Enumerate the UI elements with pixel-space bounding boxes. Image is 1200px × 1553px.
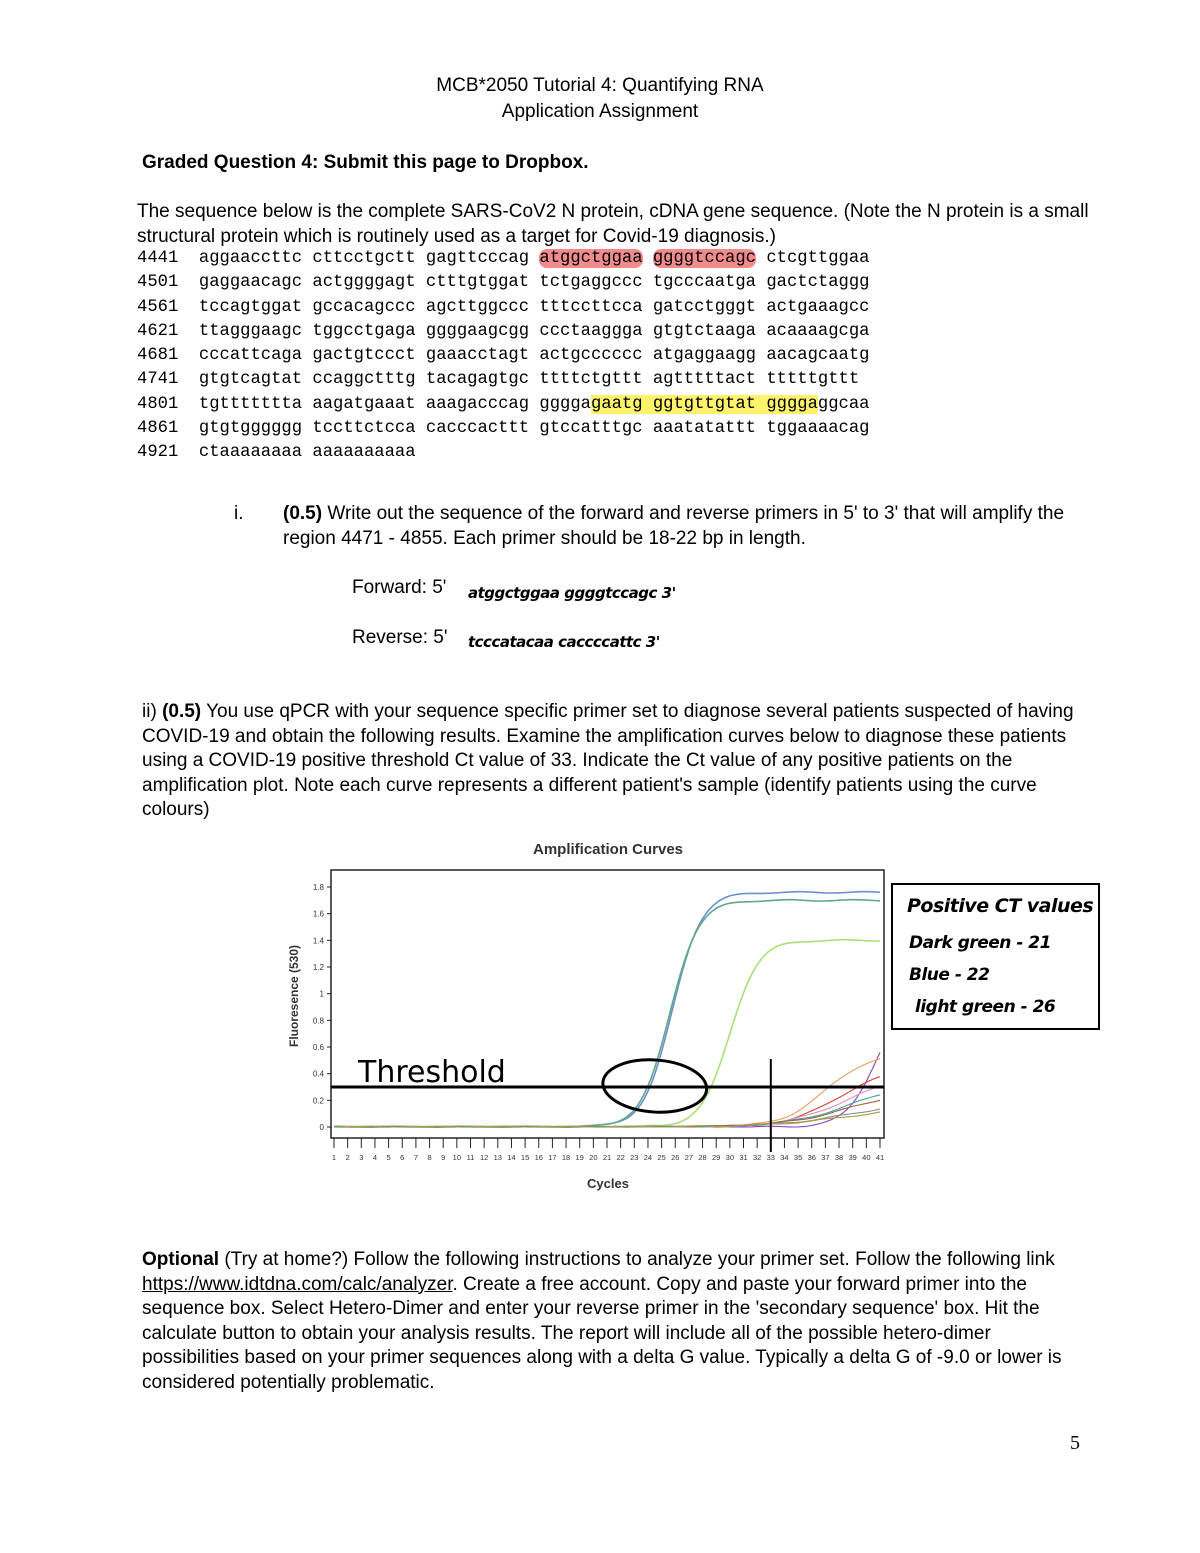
sequence-group: cccattcaga [198,346,303,366]
y-tick-label: 0.6 [312,1043,324,1052]
x-tick-label: 26 [671,1153,680,1162]
sequence-group: ggggaagcgg [425,321,530,341]
sequence-position: 4501 [137,273,179,293]
forward-answer: atggctggaa ggggtccagc 3' [468,584,676,602]
sequence-position: 4741 [137,370,179,390]
reverse-label: Reverse: 5' [352,627,448,648]
threshold-label: Threshold [358,1055,506,1090]
x-tick-label: 30 [725,1153,735,1162]
sequence-group: ccaggctttg [312,370,416,390]
ct-box-title: Positive CT values [907,895,1094,917]
sequence-position: 4561 [137,297,179,317]
x-tick-label: 21 [602,1153,612,1162]
forward-label: Forward: 5' [352,577,447,598]
x-tick-label: 14 [507,1153,516,1162]
sequence-group: aggaaccttc [198,249,303,268]
sequence-group: aaagacccag [425,394,530,414]
y-tick-label: 1 [319,989,324,999]
sequence-row [137,417,870,441]
page-subtitle: Application Assignment [501,101,699,122]
x-tick-label: 27 [684,1153,694,1162]
reverse-answer: tcccatacaa caccccattc 3' [468,633,660,651]
sequence-position: 4921 [137,443,179,463]
x-tick-label: 32 [752,1153,762,1162]
sequence-row [137,344,870,368]
sequence-group: ttttctgttt [539,370,643,390]
q2-text [142,700,1082,823]
x-tick-label: 40 [862,1153,871,1162]
sequence-block [137,247,870,466]
x-tick-label: 17 [548,1153,557,1162]
sequence-group: ctaaaaaaaa [198,443,303,463]
sequence-group: tccttctcca [312,419,416,439]
x-axis-label: Cycles [587,1176,629,1191]
x-tick-label: 20 [589,1153,598,1162]
ct-values-box [891,883,1100,1030]
x-tick-label: 24 [643,1153,653,1162]
y-tick-label: 0.8 [312,1016,324,1026]
x-tick-label: 35 [793,1153,803,1162]
x-tick-label: 11 [466,1153,475,1162]
sequence-row [137,296,870,320]
q1-marker: i. [234,503,244,524]
y-axis [313,883,331,1132]
sequence-row [137,247,870,271]
amplification-chart [270,832,910,1202]
sequence-position: 4801 [137,394,179,414]
sequence-row [137,441,870,465]
ct-line-light-green: light green - 26 [915,997,1056,1017]
x-tick-label: 2 [345,1153,350,1162]
idt-analyzer-link[interactable]: https://www.idtdna.com/calc/analyzer [142,1273,453,1295]
x-tick-label: 8 [427,1153,432,1162]
sequence-group: actggggagt [312,273,416,293]
y-tick-label: 0 [319,1123,324,1132]
x-tick-label: 16 [534,1153,543,1162]
sequence-group: gaggaacagc [198,273,303,293]
x-tick-label: 3 [359,1153,364,1162]
ct-line-dark-green: Dark green - 21 [909,933,1051,953]
sequence-row [137,393,870,417]
x-tick-label: 29 [712,1153,721,1162]
x-tick-label: 38 [834,1153,844,1162]
sequence-group: tggcctgaga [312,321,416,341]
x-axis [332,1138,884,1162]
page-title: MCB*2050 Tutorial 4: Quantifying RNA [436,75,764,96]
x-tick-label: 25 [657,1153,666,1162]
plot-frame [331,870,884,1138]
y-tick-label: 1.2 [312,963,324,972]
x-tick-label: 31 [739,1153,748,1162]
sequence-group: ccctaaggga [539,321,643,341]
sequence-group: agcttggccc [425,297,530,317]
sequence-group: tctgaggccc [539,273,643,293]
x-tick-label: 15 [520,1153,530,1162]
x-tick-label: 19 [575,1153,584,1162]
y-tick-label: 0.4 [312,1069,324,1079]
x-tick-label: 1 [331,1153,337,1162]
sequence-group: gtgtctaaga [652,321,757,341]
x-tick-label: 10 [452,1153,462,1162]
sequence-group: tgttttttta [198,394,303,414]
x-tick-label: 37 [821,1153,830,1162]
sequence-group: atggctggaa [539,249,643,268]
x-tick-label: 39 [848,1153,857,1162]
optional-text-1: (Try at home?) Follow the following instructions to analyze your primer set. Follow the following link [219,1249,1055,1270]
sequence-group: aaaaaaaaaa [312,443,416,463]
x-tick-label: 23 [630,1153,639,1162]
y-tick-label: 0.2 [312,1096,324,1106]
sequence-group: actgaaagcc [766,297,870,317]
optional-label: Optional [142,1249,220,1270]
y-axis-label: Fluoresence (530) [287,944,301,1048]
sequence-position: 4621 [137,321,179,341]
chart-title: Amplification Curves [532,841,684,858]
sequence-group: cacccacttt [425,419,530,439]
sequence-group: tttttgttt [766,370,860,390]
sequence-group: gaaacctagt [425,346,530,366]
x-tick-label: 33 [766,1153,775,1162]
x-tick-label: 22 [616,1153,625,1162]
sequence-position: 4861 [137,419,179,439]
optional-text-2: . Create a free account. Copy and paste your forward primer into the sequence box. Select Hetero-Dimer and enter your reverse primer in the 'secondary sequence' box. Hit the calculate button to obtain your analysis results. The report will include all of the possible hetero-dimer possibilities based on your primer sequences along with a delta G value. Typically a delta G of -9.0 or lower is considered potentially problematic. [142,1273,1062,1393]
x-tick-label: 7 [413,1153,418,1162]
sequence-group: atgaggaagg [652,346,757,366]
sequence-row [137,271,870,295]
x-tick-label: 12 [479,1153,489,1162]
sequence-group: actgcccccc [539,346,643,366]
x-tick-label: 28 [698,1153,707,1162]
sequence-group: tggaaaacag [766,419,870,439]
sequence-group: ctcgttggaa [766,249,870,268]
sequence-group: gactctaggg [766,273,870,293]
ct-line-blue: Blue - 22 [909,965,990,985]
sequence-group: gtccatttgc [539,419,643,439]
graded-heading: Graded Question 4: Submit this page to Dropbox. [142,152,589,173]
sequence-group: gactgtccct [312,346,416,366]
sequence-group: ggggaggcaa [766,394,870,414]
x-tick-label: 13 [493,1153,502,1162]
sequence-group: ctttgtggat [425,273,530,293]
sequence-group: agtttttact [652,370,757,390]
x-tick-label: 36 [807,1153,816,1162]
x-tick-label: 6 [400,1153,405,1162]
sequence-position: 4681 [137,346,179,366]
sequence-position: 4441 [137,249,179,268]
y-tick-label: 1.4 [312,936,324,946]
sequence-group: cttcctgctt [312,249,416,268]
x-tick-label: 18 [561,1153,571,1162]
sequence-group: ggggagaatg [539,394,653,414]
x-tick-label: 34 [780,1153,789,1162]
x-tick-label: 41 [875,1153,885,1162]
y-tick-label: 1.6 [312,909,324,919]
sequence-group: ggggtccagc [652,249,757,268]
sequence-group: tgcccaatga [652,273,757,293]
q2-points: (0.5) [162,701,202,722]
q1-text [283,502,1073,551]
q2-prompt: You use qPCR with your sequence specific primer set to diagnose several patients suspected of having COVID-19 and obtain the following results. Examine the amplification curves below to diagnose these patients using a COVID-19 positive threshold Ct value of 33. Indicate the Ct value of any positive patients on the amplification plot. Note each curve represents a different patient's sample (identify patients using the curve colours) [142,701,1074,820]
y-tick-label: 1.8 [312,883,324,892]
sequence-group: ttagggaagc [198,321,303,341]
q2-marker: ii) [142,701,157,722]
sequence-group: aagatgaaat [312,394,416,414]
sequence-group: tacagagtgc [425,370,530,390]
optional-paragraph [142,1248,1067,1395]
sequence-group: acaaaagcga [766,321,870,341]
q1-prompt: Write out the sequence of the forward and reverse primers in 5' to 3' that will amplify the region 4471 - 4855. Each primer should be 18-22 bp in length. [283,503,1065,549]
sequence-group: tccagtggat [198,297,303,317]
sequence-group: gtgtgggggg [198,419,303,439]
sequence-group: gatcctgggt [652,297,757,317]
sequence-group: ggtgttgtat [652,394,767,414]
sequence-group: gagttcccag [425,249,530,268]
sequence-group: gtgtcagtat [198,370,303,390]
x-tick-label: 5 [386,1153,391,1162]
q1-points: (0.5) [283,503,323,524]
intro-paragraph: The sequence below is the complete SARS-CoV2 N protein, cDNA gene sequence. (Note the N protein is a small structural protein which is routinely used as a target for Covid-19 diagnosis.) [137,201,1089,247]
x-tick-label: 9 [441,1153,446,1162]
page-number: 5 [1070,1432,1080,1454]
sequence-row [137,320,870,344]
sequence-group: gccacagccc [312,297,416,317]
sequence-group: aacagcaatg [766,346,870,366]
x-tick-label: 4 [372,1153,378,1162]
sequence-row [137,368,870,392]
sequence-group: aaatatattt [652,419,757,439]
sequence-group: tttccttcca [539,297,643,317]
